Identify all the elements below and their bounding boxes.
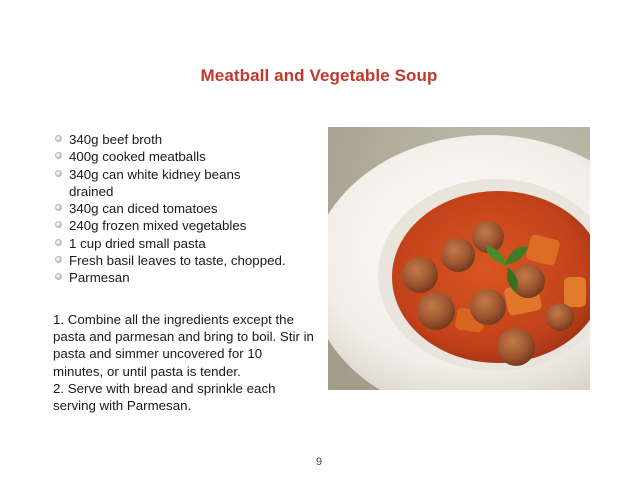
method-step-2: 2. Serve with bread and sprinkle each serving with Parmesan. [53,380,276,414]
ingredient-text: 340g can white kidney beans [69,166,241,182]
bullet-icon [55,170,62,177]
ingredient-text-continued: drained [69,183,114,199]
method-step-1: 1. Combine all the ingredients except the pasta and parmesan and bring to boil. Stir in pasta and simmer uncovered for 10 minutes, or until pasta is tender. [53,312,314,379]
ingredient-item [53,252,333,269]
ingredient-text: Fresh basil leaves to taste, chopped. [69,253,286,269]
ingredient-text: 340g can diced tomatoes [69,201,218,217]
bullet-icon [55,256,62,263]
ingredient-item [53,200,333,217]
soup-bowl-illustration [328,127,590,390]
ingredient-list [53,131,333,287]
page-number: 9 [315,456,323,468]
bullet-icon [55,239,62,246]
bullet-icon [55,273,62,280]
ingredient-text: 340g beef broth [69,132,163,147]
ingredient-item [53,217,333,234]
ingredient-text: Parmesan [69,270,130,286]
ingredient-item [53,131,333,148]
ingredient-item [53,269,333,286]
ingredient-item [53,148,333,165]
ingredient-text: 240g frozen mixed vegetables [69,218,247,234]
soup-photo [328,127,590,390]
page-title: Meatball and Vegetable Soup [200,66,438,85]
bullet-icon [55,152,62,159]
bullet-icon [55,204,62,211]
method-instructions [53,311,315,414]
ingredient-text: 400g cooked meatballs [69,149,206,165]
bullet-icon [55,221,62,228]
ingredient-text: 1 cup dried small pasta [69,235,206,251]
ingredient-item [53,235,333,252]
ingredient-item [53,166,333,201]
bullet-icon [55,135,62,142]
